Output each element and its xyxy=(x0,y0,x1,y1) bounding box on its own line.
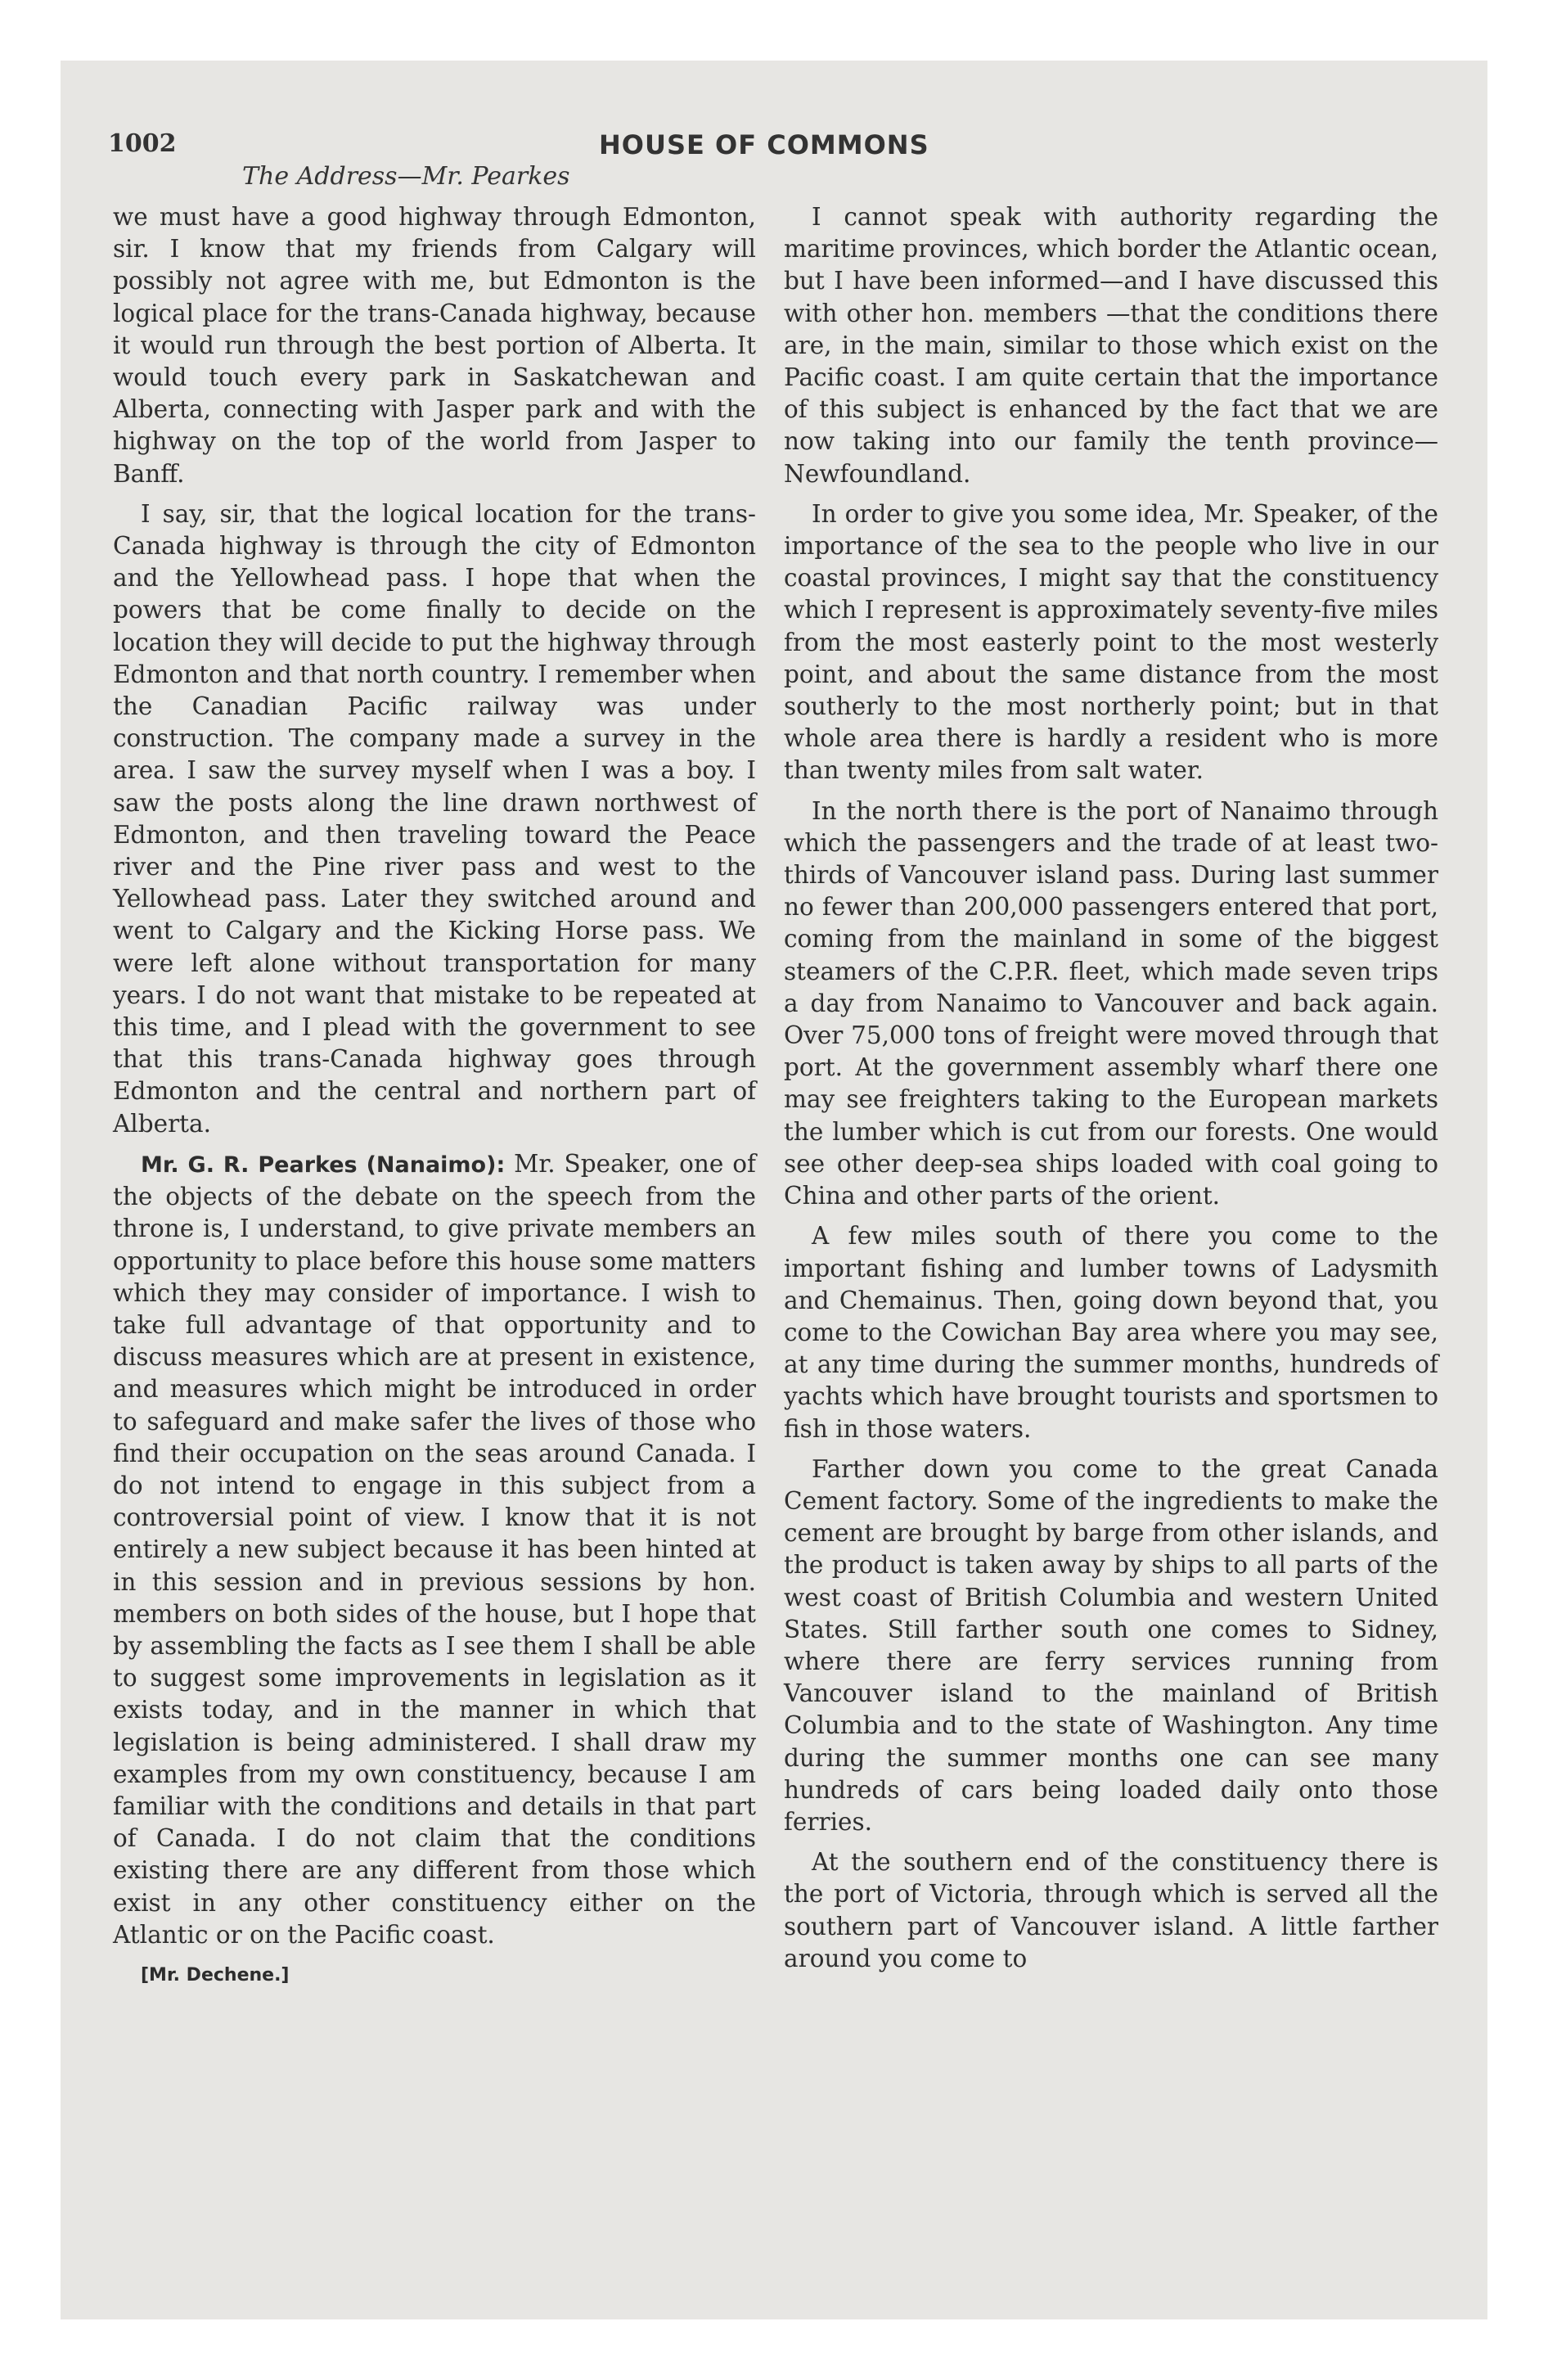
left-paragraph-1: we must have a good highway through Edmonton, sir. I know that my friends from Calgary will possibly not agree with me, but Edmonton is the logical place for the trans-Canada highway, because it would run through the best portion of Alberta. It would touch every park in Saskatchewan and Alberta, connecting with Jasper park and with the highway on the top of the world from Jasper to Banff. xyxy=(113,203,756,488)
left-column xyxy=(113,201,756,1999)
right-paragraph-4: A few miles south of there you come to the important fishing and lumber towns of Ladysmith and Chemainus. Then, going down beyond that, you come to the Cowichan Bay area where you may see, at any time during the summer months, hundreds of yachts which have brought tourists and sportsmen to fish in those waters. xyxy=(784,1222,1438,1443)
left-paragraph-2: I say, sir, that the logical location for the trans-Canada highway is through the city of Edmonton and the Yellowhead pass. I hope that when the powers that be come finally to decide on the location they will decide to put the highway through Edmonton and that north country. I remember when the Canadian Pacific railway was under construction. The company made a survey in the area. I saw the survey myself when I was a boy. I saw the posts along the line drawn northwest of Edmonton, and then traveling toward the Peace river and the Pine river pass and west to the Yellowhead pass. Later they switched around and went to Calgary and the Kicking Horse pass. We were left alone without transportation for many years. I do not want that mistake to be repeated at this time, and I plead with the government to see that this trans-Canada highway goes through Edmonton and the central and northern part of Alberta. xyxy=(113,499,756,1138)
speaker-name: Mr. G. R. Pearkes (Nanaimo): xyxy=(141,1152,506,1178)
speech-text: Mr. Speaker, one of the objects of the debate on the speech from the throne is, I understand, to give private members an opportunity to place before this house some matters which they may consider of importance. I wish to take full advantage of that opportunity and to discuss measures which are at present in existence, and measures which might be introduced in order to safeguard and make safer the lives of those who find their occupation on the seas around Canada. I do not intend to engage in this subject from a controversial point of view. I know that it is not entirely a new subject because it has been hinted at in this session and in previous sessions by hon. members on both sides of the house, but I hope that by assembling the facts as I see them I shall be able to suggest some improvements in legislation as it exists today, and in the manner in which that legislation is being administered. I shall draw my examples from my own constituency, because I am familiar with the conditions and details in that part of Canada. I do not claim that the conditions existing there are any different from those which exist in any other constituency either on the Atlantic or on the Pacific coast. xyxy=(113,1149,756,1949)
right-paragraph-6: At the southern end of the constituency there is the port of Victoria, through which is served all the southern part of Vancouver island. A little farther around you come to xyxy=(784,1848,1438,1972)
left-paragraph-3 xyxy=(113,1148,756,1951)
right-paragraph-2: In order to give you some idea, Mr. Speaker, of the importance of the sea to the people who live in our coastal provinces, I might say that the constituency which I represent is approximately seventy-five miles from the most easterly point to the most westerly point, and about the same distance from the most southerly to the most northerly point; but in that whole area there is hardly a resident who is more than twenty miles from salt water. xyxy=(784,499,1438,785)
right-paragraph-1: I cannot speak with authority regarding the maritime provinces, which border the Atlantic ocean, but I have been informed—and I have discussed this with other hon. members —that the conditions there are, in the main, similar to those which exist on the Pacific coast. I am quite certain that the importance of this subject is enhanced by the fact that we are now taking into our family the tenth province—Newfoundland. xyxy=(784,203,1438,488)
right-paragraph-3: In the north there is the port of Nanaimo through which the passengers and the trade of at least two-thirds of Vancouver island pass. During last summer no fewer than 200,000 passengers entered that port, coming from the mainland in some of the biggest steamers of the C.P.R. fleet, which made seven trips a day from Nanaimo to Vancouver and back again. Over 75,000 tons of freight were moved through that port. At the government assembly wharf there one may see freighters taking to the European markets the lumber which is cut from our forests. One would see other deep-sea ships loaded with coal going to China and other parts of the orient. xyxy=(784,796,1438,1210)
footnote: [Mr. Dechene.] xyxy=(141,1964,290,1986)
running-head-title: HOUSE OF COMMONS xyxy=(599,129,929,160)
right-column xyxy=(784,201,1438,1983)
section-subtitle: The Address—Mr. Pearkes xyxy=(242,162,570,191)
page-number: 1002 xyxy=(108,129,177,158)
right-paragraph-5: Farther down you come to the great Canada Cement factory. Some of the ingredients to make the cement are brought by barge from other islands, and the product is taken away by ships to all parts of the west coast of British Columbia and western United States. Still farther south one comes to Sidney, where there are ferry services running from Vancouver island to the mainland of British Columbia and to the state of Washington. Any time during the summer months one can see many hundreds of cars being loaded daily onto those ferries. xyxy=(784,1454,1438,1836)
